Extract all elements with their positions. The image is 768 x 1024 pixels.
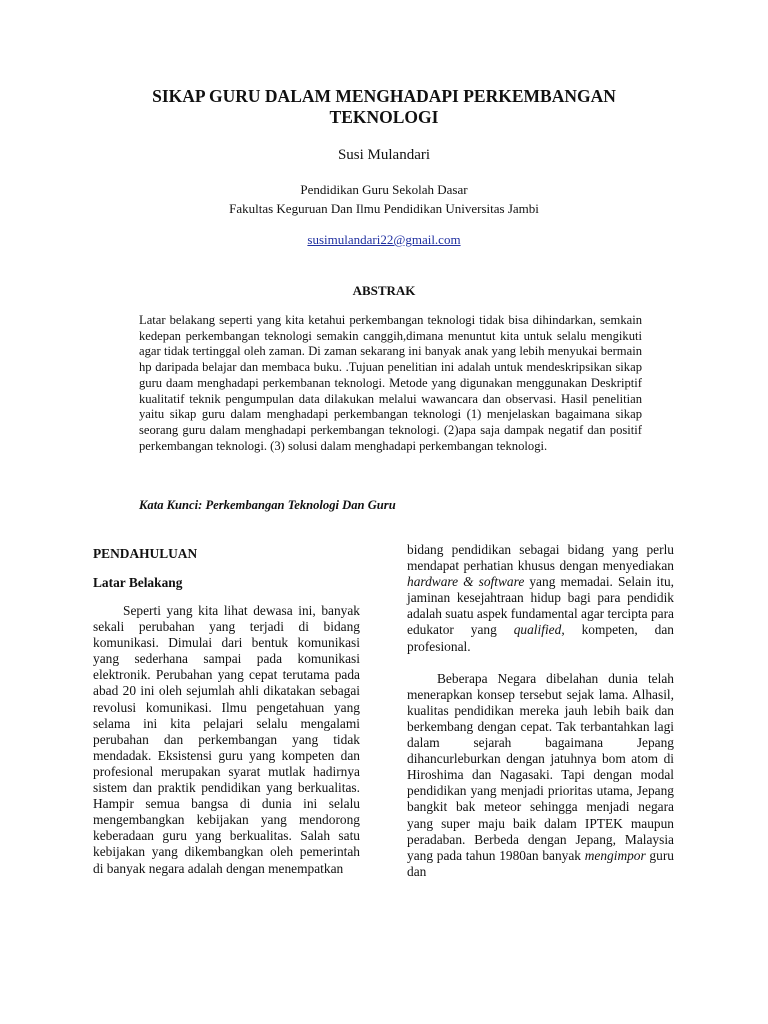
author-name: Susi Mulandari — [337, 147, 431, 163]
affiliation-program: Pendidikan Guru Sekolah Dasar — [300, 182, 468, 197]
abstract-heading: ABSTRAK — [352, 283, 416, 298]
section-heading-pendahuluan: PENDAHULUAN — [93, 546, 198, 561]
abstract-body: Latar belakang seperti yang kita ketahui perkembangan teknologi tidak bisa dihindarkan, semkain kedepan perkembangan teknologi semakin canggih,dimana menuntut kita untuk selalu mengikuti agar tidak tertinggal oleh zaman. Di zaman sekarang ini banyak anak yang lebih menyukai bermain hp daripada belajar dan membaca buku. .Tujuan penelitian ini adalah untuk mendeskripsikan sikap guru daam menghadapi perkembanan teknologi. Metode yang digunakan menggunakan Deskriptif kualitatif teknik pengumpulan data dilakukan melalui wawancara dan observasi. Hasil penelitian yaitu sikap guru dalam menghadapi perkembangan teknologi (1) menjelaskan bagaimana sikap seorang guru dalam menghadapi perkembangan teknologi. (2)apa saja dampak negatif dan positif perkembangan teknologi. (3) solusi dalam menghadapi perkembangan teknologi. — [139, 313, 642, 453]
email-link[interactable]: susimulandari22@gmail.com — [307, 232, 461, 247]
email-container — [0, 232, 768, 248]
paragraph-right-2: Beberapa Negara dibelahan dunia telah menerapkan konsep tersebut sejak lama. Alhasil, kualitas pendidikan mereka jauh lebih baik dan berkembang dengan cepat. Tak terbantahkan lagi dalam sejarah bagaimana Jepang dihancurleburkan dengan jatuhnya bom atom di Hiroshima dan Nagasaki. Tapi dengan modal pendidikan yang menjadi prioritas utama, Jepang bangkit bak meteor sehingga menjadi negara yang super maju baik dalam IPTEK maupun peradaban. Berbeda dengan Jepang, Malaysia yang pada tahun 1980an banyak mengimpor guru dan — [407, 670, 674, 879]
affiliation-faculty: Fakultas Keguruan Dan Ilmu Pendidikan Universitas Jambi — [229, 201, 539, 216]
affiliation — [0, 180, 768, 218]
paragraph-left: Seperti yang kita lihat dewasa ini, banyak sekali perubahan yang terjadi di bidang komunikasi. Dimulai dari bentuk komunikasi yang sederhana sampai pada komunikasi elektronik. Perubahan yang cepat terutama pada abad 20 ini oleh sejumlah ahli dikatakan sebagai revolusi komunikasi. Ilmu pengetahuan yang selama ini kita pelajari selalu mengalami perubahan dan perkembangan yang tidak mendadak. Eksistensi guru yang kompeten dan profesional merupakan syarat mutlak hadirnya sistem dan praktik pendidikan yang berkualitas. Hampir semua bangsa di dunia ini selalu mengembangkan kebijakan yang mendorong keberadaan guru yang berkualitas. Salah satu kebijakan yang dikembangkan oleh pemerintah di banyak negara adalah dengan menempatkan — [93, 603, 360, 876]
emphasis-hardware-software: hardware & software — [407, 574, 525, 590]
subsection-heading-latar-belakang: Latar Belakang — [93, 575, 183, 590]
paragraph-right-1: bidang pendidikan sebagai bidang yang perlu mendapat perhatian khusus dengan menyediakan hardware & software yang memadai. Selain itu, jaminan kesejahtraan hidup bagi para pendidik adalah suatu aspek fundamental agar tercipta para edukator yang qualified, kompeten, dan profesional. — [407, 542, 674, 654]
title-line-1: SIKAP GURU DALAM MENGHADAPI PERKEMBANGAN — [152, 86, 616, 106]
paper-title — [0, 86, 768, 128]
keywords: Kata Kunci: Perkembangan Teknologi Dan Guru — [139, 498, 396, 512]
title-line-2: TEKNOLOGI — [329, 107, 439, 127]
emphasis-mengimpor: mengimpor — [584, 847, 646, 863]
right-column — [407, 541, 674, 880]
left-column — [93, 541, 360, 877]
emphasis-qualified: qualified — [513, 622, 562, 638]
